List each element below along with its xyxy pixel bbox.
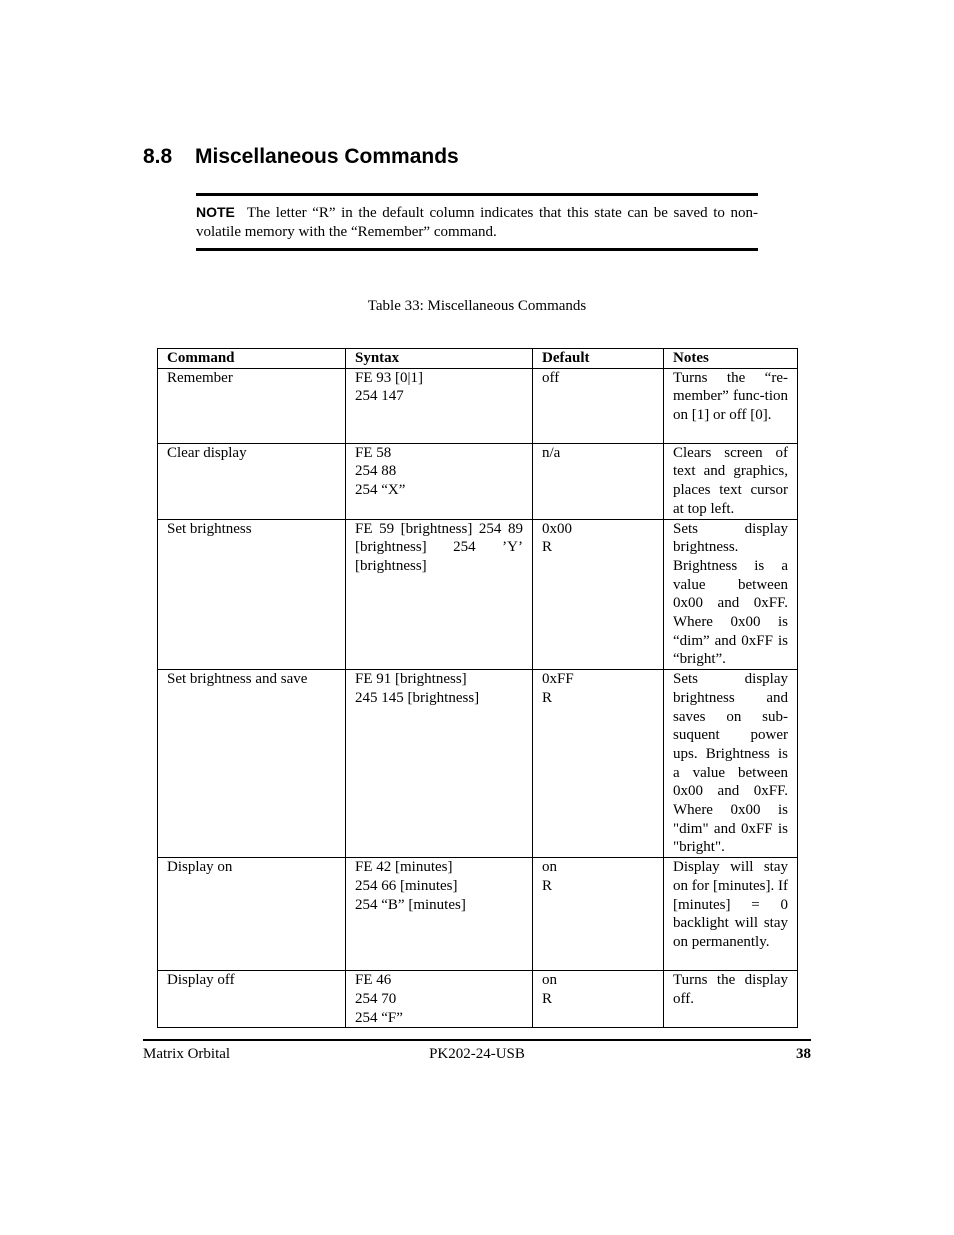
cell-command: Set brightness and save [158, 670, 346, 858]
section-number: 8.8 [143, 145, 173, 168]
cell-default [533, 368, 664, 443]
default-line: R [542, 689, 553, 706]
cell-syntax [346, 368, 533, 443]
note-text: The letter “R” in the default column indicates that this state can be saved to non-volatile memory with the “Remember” command. [196, 205, 758, 240]
cell-default [533, 971, 664, 1028]
page-number: 38 [796, 1046, 811, 1062]
syntax-line: FE 59 [brightness] 254 89 [brightness] 254 ’Y’ [brightness] [355, 520, 523, 574]
table-row [158, 670, 798, 858]
syntax-line: 254 147 [355, 388, 404, 405]
default-line: n/a [542, 444, 561, 461]
syntax-line: FE 93 [0|1] [355, 369, 423, 386]
cell-default [533, 519, 664, 670]
default-line: on [542, 972, 557, 989]
header-syntax: Syntax [346, 349, 533, 369]
header-default: Default [533, 349, 664, 369]
table-row [158, 519, 798, 670]
syntax-line: FE 91 [brightness] [355, 671, 467, 688]
footer-model: PK202-24-USB [429, 1046, 525, 1062]
cell-default [533, 443, 664, 519]
cell-notes: Clears screen of text and graphics, places text cursor at top left. [664, 443, 798, 519]
cell-command: Display on [158, 858, 346, 971]
default-line: off [542, 369, 560, 386]
syntax-line: 254 “X” [355, 482, 406, 499]
note-box [196, 193, 758, 251]
table-header-row [158, 349, 798, 369]
header-command: Command [158, 349, 346, 369]
cell-notes: Sets display brightness and saves on sub-suquent power ups. Brightness is a value between 0x00 and 0xFF. Where 0x00 is "dim" and 0xFF is "bright". [664, 670, 798, 858]
syntax-line: 254 66 [minutes] [355, 877, 458, 894]
table-row [158, 443, 798, 519]
cell-command: Display off [158, 971, 346, 1028]
syntax-line: 245 145 [brightness] [355, 689, 480, 706]
syntax-line: 254 88 [355, 463, 397, 480]
note-paragraph [196, 196, 758, 242]
default-line: R [542, 539, 553, 556]
syntax-line: FE 58 [355, 444, 392, 461]
table-row [158, 971, 798, 1028]
default-line: 0x00 [542, 520, 572, 537]
cell-syntax [346, 858, 533, 971]
footer-rule [143, 1039, 811, 1041]
header-notes: Notes [664, 349, 798, 369]
section-heading [143, 143, 459, 171]
syntax-line: FE 42 [minutes] [355, 859, 453, 876]
cell-syntax [346, 519, 533, 670]
cell-syntax [346, 443, 533, 519]
cell-notes: Turns the display off. [664, 971, 798, 1028]
section-title: Miscellaneous Commands [195, 145, 459, 168]
default-line: 0xFF [542, 671, 574, 688]
syntax-line: FE 46 [355, 972, 392, 989]
commands-table [157, 348, 798, 1028]
cell-notes: Display will stay on for [minutes]. If [minutes] = 0 backlight will stay on permanently. [664, 858, 798, 971]
cell-syntax [346, 670, 533, 858]
table-caption: Table 33: Miscellaneous Commands [367, 298, 587, 314]
cell-default [533, 670, 664, 858]
table-row [158, 368, 798, 443]
footer-company: Matrix Orbital [143, 1046, 231, 1062]
syntax-line: 254 70 [355, 990, 397, 1007]
cell-syntax [346, 971, 533, 1028]
syntax-line: 254 “F” [355, 1009, 403, 1026]
cell-command: Set brightness [158, 519, 346, 670]
cell-command: Clear display [158, 443, 346, 519]
cell-default [533, 858, 664, 971]
cell-command: Remember [158, 368, 346, 443]
table-row [158, 858, 798, 971]
syntax-line: 254 “B” [minutes] [355, 896, 466, 913]
note-label: NOTE [196, 204, 235, 220]
default-line: on [542, 859, 557, 876]
default-line: R [542, 990, 553, 1007]
default-line: R [542, 877, 553, 894]
cell-notes: Sets display brightness. Brightness is a value between 0x00 and 0xFF. Where 0x00 is “dim” and 0xFF is “bright”. [664, 519, 798, 670]
cell-notes: Turns the “re-member” func-tion on [1] or off [0]. [664, 368, 798, 443]
